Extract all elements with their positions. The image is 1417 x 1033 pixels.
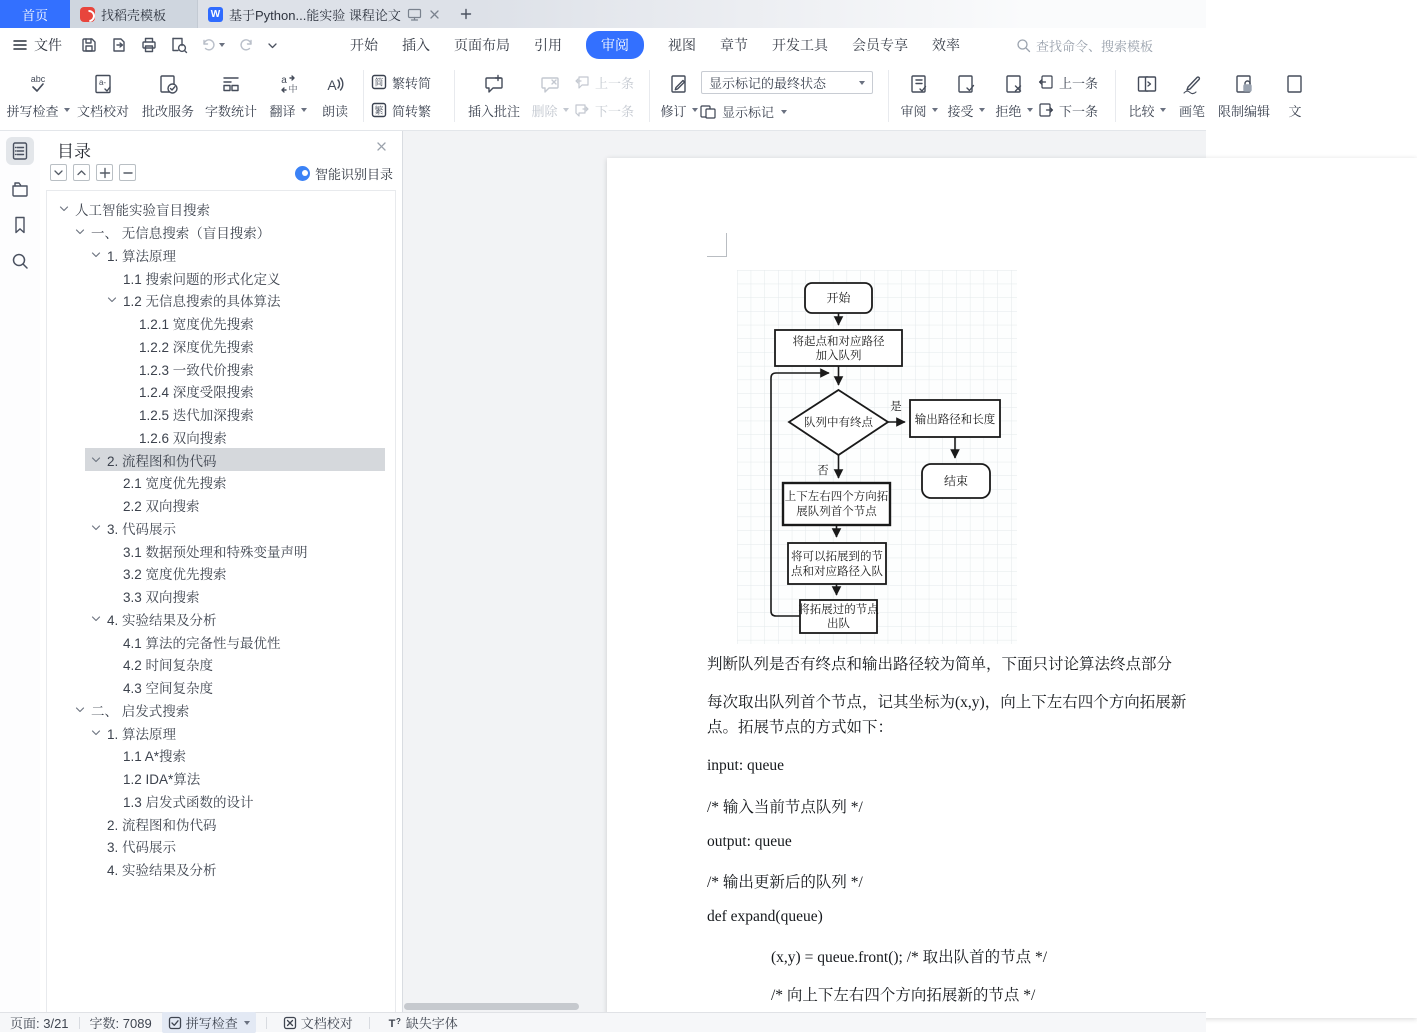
toc-item[interactable]	[47, 699, 395, 722]
svg-text:上下左右四个方向拓: 上下左右四个方向拓	[784, 491, 889, 503]
toc-item-label: 3.2 宽度优先搜索	[123, 567, 227, 583]
doc-proof-button[interactable]: a- 文档校对	[70, 65, 136, 127]
toc-item[interactable]	[47, 289, 395, 312]
read-aloud-button[interactable]: A 朗读	[314, 65, 356, 127]
toc-item-label: 1.3 启发式函数的设计	[123, 794, 254, 810]
toc-item[interactable]	[47, 335, 395, 358]
next-comment-button[interactable]: 下一条	[574, 101, 642, 120]
spell-check-button[interactable]: abc 拼写检查	[6, 65, 70, 127]
chevron-down-icon[interactable]	[91, 455, 107, 465]
svg-text:开始: 开始	[826, 291, 851, 305]
toc-item-label: 3.1 数据预处理和特殊变量声明	[123, 544, 308, 560]
toc-item[interactable]	[47, 403, 395, 426]
svg-text:结束: 结束	[943, 474, 969, 488]
svg-text:将起点和对应路径: 将起点和对应路径	[792, 336, 885, 348]
menu-tab-效率[interactable]: 效率	[932, 37, 960, 53]
compare-button[interactable]: 比较	[1123, 65, 1171, 127]
horizontal-scrollbar[interactable]	[404, 1003, 579, 1010]
window-tab-bar	[0, 0, 1206, 28]
toc-item[interactable]	[47, 517, 395, 540]
menu-tab-章节[interactable]: 章节	[720, 37, 748, 53]
word-count-icon	[220, 73, 242, 95]
document-page[interactable]	[607, 158, 1417, 1018]
prev-comment-button[interactable]: 上一条	[574, 73, 642, 92]
menu-tab-引用[interactable]: 引用	[534, 37, 562, 53]
spell-check-icon	[27, 73, 49, 95]
change-prev-icon	[1038, 74, 1054, 90]
comment-prev-icon	[574, 74, 590, 90]
document-line: /* 输出更新后的队列 */	[707, 874, 863, 891]
flow-no-label: 否	[817, 465, 829, 477]
toc-item-label: 1.2 无信息搜索的具体算法	[123, 294, 281, 310]
review-mode-button[interactable]: 审阅	[896, 65, 942, 127]
chevron-down-icon[interactable]	[91, 250, 107, 260]
review-ribbon	[0, 62, 1302, 131]
document-canvas[interactable]	[403, 131, 1206, 1012]
chevron-down-icon[interactable]	[75, 705, 91, 715]
toc-item-label: 1.2.2 深度优先搜索	[139, 339, 254, 355]
boxed-x-icon	[283, 1016, 297, 1030]
translate-icon	[277, 73, 299, 95]
reject-icon	[1003, 73, 1025, 95]
menu-tab-开始[interactable]: 开始	[350, 37, 378, 53]
correction-service-icon	[157, 73, 179, 95]
toc-item[interactable]	[47, 653, 395, 676]
flowchart-image[interactable]	[737, 270, 1017, 644]
toolbar-more-icon[interactable]	[267, 40, 278, 51]
file-menu-label: 文件	[34, 37, 62, 53]
page-indicator: 页面: 3/21	[10, 1016, 69, 1031]
toc-item[interactable]	[47, 676, 395, 699]
toc-item[interactable]	[47, 494, 395, 517]
toc-item-label: 3. 代码展示	[107, 840, 177, 856]
toc-expand-next-button[interactable]	[50, 164, 67, 181]
simplified-char-icon	[371, 74, 387, 90]
menu-tabs	[350, 31, 960, 59]
chevron-down-icon[interactable]	[107, 295, 123, 305]
tab-home[interactable]	[0, 0, 70, 28]
compare-icon	[1136, 73, 1158, 95]
document-line: input: queue	[707, 757, 785, 774]
toc-panel-title: 目录	[57, 142, 91, 161]
toc-item[interactable]	[47, 244, 395, 267]
flow-step2-node	[783, 483, 890, 525]
document-line: def expand(queue)	[707, 908, 823, 925]
toc-item[interactable]	[47, 448, 395, 471]
toc-panel-icon[interactable]	[6, 137, 34, 165]
toc-collapse-all-button[interactable]	[119, 164, 136, 181]
toc-item-label: 1.2 IDA*算法	[123, 772, 201, 788]
toc-panel	[40, 131, 403, 1012]
side-icon-strip	[0, 131, 40, 1012]
toc-item[interactable]	[47, 812, 395, 835]
svg-text:T: T	[388, 1017, 396, 1030]
svg-text:中: 中	[288, 83, 298, 94]
review-icon	[908, 73, 930, 95]
tab-docer-label: 找稻壳模板	[101, 7, 167, 23]
close-tab-icon[interactable]	[428, 8, 441, 21]
traditional-char-icon	[371, 102, 387, 118]
writer-doc-icon: W	[208, 7, 223, 22]
toc-item[interactable]	[47, 767, 395, 790]
toc-item[interactable]	[47, 608, 395, 631]
toc-item[interactable]	[47, 426, 395, 449]
status-missing-font-button[interactable]: T ? 缺失字体	[380, 1012, 464, 1033]
status-doc-proof-button[interactable]: 文档校对	[277, 1012, 359, 1033]
toc-item-label: 1. 算法原理	[107, 726, 177, 742]
status-spell-check-button[interactable]: 拼写检查	[162, 1012, 256, 1033]
find-icon[interactable]	[6, 247, 34, 275]
simp-to-trad-button[interactable]: 繁 简转繁	[371, 101, 447, 120]
chevron-down-icon[interactable]	[59, 204, 75, 214]
menu-tab-视图[interactable]: 视图	[668, 37, 696, 53]
plus-icon	[460, 8, 472, 20]
toc-item-label: 1.1 搜索问题的形式化定义	[123, 271, 281, 287]
tab-document[interactable]	[198, 0, 446, 28]
toc-collapse-prev-button[interactable]	[73, 164, 90, 181]
show-markup-icon	[701, 104, 717, 120]
command-search[interactable]	[1016, 36, 1153, 55]
svg-text:队列中有终点: 队列中有终点	[804, 417, 873, 429]
delete-comment-button[interactable]: 删除	[526, 65, 574, 127]
next-change-button[interactable]: 下一条	[1038, 101, 1108, 120]
toc-item-label: 一、 无信息搜索（盲目搜索）	[91, 226, 271, 242]
command-search-placeholder: 查找命令、搜索模板	[1036, 38, 1154, 54]
trad-to-simp-button[interactable]: 简 繁转简	[371, 73, 447, 92]
svg-text:简: 简	[374, 77, 384, 88]
toc-item-label: 3.3 双向搜索	[123, 590, 200, 606]
chevron-down-icon[interactable]	[91, 728, 107, 738]
restrict-editing-button[interactable]: 限制编辑	[1213, 65, 1275, 127]
change-next-icon	[1038, 102, 1054, 118]
svg-text:繁: 繁	[374, 105, 384, 116]
menu-bar	[0, 28, 1206, 62]
toc-item[interactable]	[47, 221, 395, 244]
ink-button[interactable]: 画笔	[1171, 65, 1213, 127]
document-line: 判断队列是否有终点和输出路径较为简单，下面只讨论算法终点部分	[707, 656, 1173, 673]
toc-close-icon[interactable]	[375, 140, 388, 153]
toc-item-label: 1.2.1 宽度优先搜索	[139, 317, 254, 333]
toc-item-label: 4.2 时间复杂度	[123, 658, 214, 674]
word-count-indicator: 字数: 7089	[89, 1016, 152, 1031]
brush-icon	[1181, 73, 1203, 95]
document-line: output: queue	[707, 833, 792, 850]
svg-text:a: a	[281, 74, 287, 86]
toc-item[interactable]	[47, 630, 395, 653]
word-count-button[interactable]: 字数统计	[200, 65, 262, 127]
print-icon[interactable]	[140, 36, 158, 54]
toc-item-label: 1.1 A*搜索	[123, 749, 187, 765]
svg-text:点和对应路径入队: 点和对应路径入队	[791, 566, 883, 578]
chevron-down-icon[interactable]	[91, 614, 107, 624]
toc-expand-all-button[interactable]	[96, 164, 113, 181]
doc-proof-icon	[92, 73, 114, 95]
toc-item[interactable]	[47, 266, 395, 289]
toc-item-label: 1.2.6 双向搜索	[139, 430, 227, 446]
document-line: /* 向上下左右四个方向拓展新的节点 */	[771, 987, 1036, 1004]
toc-item[interactable]	[47, 858, 395, 881]
comment-next-icon	[574, 102, 590, 118]
file-menu-button[interactable]	[12, 35, 62, 55]
lock-icon	[1233, 73, 1255, 95]
markup-state-select[interactable]: 显示标记的最终状态	[701, 71, 873, 94]
flow-yes-label: 是	[890, 401, 902, 413]
chapter-nav-icon[interactable]	[6, 175, 34, 203]
show-markup-button[interactable]: 显示标记	[701, 102, 881, 121]
comment-plus-icon	[483, 73, 505, 95]
toc-item-label: 2. 流程图和伪代码	[107, 453, 217, 469]
svg-text:将可以拓展到的节: 将可以拓展到的节	[791, 551, 883, 563]
search-icon	[1016, 38, 1031, 53]
toc-list	[46, 190, 396, 1012]
toc-item[interactable]	[47, 357, 395, 380]
toc-item[interactable]	[47, 835, 395, 858]
svg-text:?: ?	[395, 1016, 401, 1026]
toc-item[interactable]	[47, 198, 395, 221]
toc-item-label: 4.3 空间复杂度	[123, 681, 214, 697]
tab-docer-templates[interactable]	[70, 0, 198, 28]
bookmark-icon[interactable]	[6, 211, 34, 239]
checkbox-check-icon	[168, 1016, 182, 1030]
reject-change-button[interactable]: 拒绝	[990, 65, 1038, 127]
ai-icon	[295, 166, 310, 181]
svg-text:a-: a-	[98, 77, 107, 87]
export-icon[interactable]	[110, 36, 128, 54]
toc-item-label: 2. 流程图和伪代码	[107, 817, 217, 833]
toc-item-label: 1.2.3 一致代价搜索	[139, 362, 254, 378]
toc-item[interactable]	[47, 471, 395, 494]
save-icon[interactable]	[80, 36, 98, 54]
toc-item-label: 1.2.4 深度受限搜索	[139, 385, 254, 401]
toc-item-label: 4. 实验结果及分析	[107, 612, 217, 628]
correction-service-button[interactable]: 批改服务	[136, 65, 200, 127]
accept-icon	[955, 73, 977, 95]
status-bar	[0, 1012, 1206, 1032]
svg-text:abc: abc	[30, 73, 46, 84]
toc-item[interactable]	[47, 380, 395, 403]
toc-item[interactable]	[47, 312, 395, 335]
docer-logo-icon	[80, 7, 95, 22]
margin-corner-mark	[707, 233, 727, 257]
comment-delete-icon	[539, 73, 561, 95]
menu-tab-插入[interactable]: 插入	[402, 37, 430, 53]
chevron-down-icon[interactable]	[75, 227, 91, 237]
prev-change-button[interactable]: 上一条	[1038, 73, 1108, 92]
svg-text:展队列首个节点: 展队列首个节点	[796, 506, 877, 518]
menu-tab-会员专享[interactable]: 会员专享	[852, 37, 908, 53]
document-line: 每次取出队列首个节点，记其坐标为(x,y)，向上下左右四个方向拓展新	[707, 694, 1187, 711]
undo-icon[interactable]	[200, 36, 225, 54]
document-line: (x,y) = queue.front(); /* 取出队首的节点 */	[771, 949, 1048, 966]
svg-text:加入队列: 加入队列	[815, 350, 862, 362]
new-tab-button[interactable]	[446, 0, 486, 28]
track-changes-icon	[668, 73, 690, 95]
tab-document-label: 基于Python...能实验 课程论文	[229, 7, 401, 23]
missing-font-icon	[386, 1016, 402, 1030]
toc-item-label: 2.1 宽度优先搜索	[123, 476, 227, 492]
toc-item[interactable]	[47, 585, 395, 608]
print-preview-icon[interactable]	[170, 36, 188, 54]
toc-item-label: 2.2 双向搜索	[123, 499, 200, 515]
insert-comment-button[interactable]: 插入批注	[462, 65, 526, 127]
toc-item[interactable]	[47, 539, 395, 562]
tab-home-label: 首页	[21, 7, 48, 23]
share-screen-icon[interactable]	[407, 7, 422, 22]
read-aloud-icon	[324, 73, 346, 95]
toc-item-label: 1.2.5 迭代加深搜索	[139, 408, 254, 424]
svg-text:将拓展过的节点: 将拓展过的节点	[798, 604, 879, 616]
track-changes-button[interactable]: 修订	[657, 65, 701, 127]
toc-item[interactable]	[47, 790, 395, 813]
svg-text:A: A	[327, 76, 337, 93]
document-line: /* 输入当前节点队列 */	[707, 799, 863, 816]
hamburger-icon	[12, 38, 28, 52]
accept-change-button[interactable]: 接受	[942, 65, 990, 127]
toc-item-label: 4.1 算法的完备性与最优性	[123, 635, 281, 651]
toc-item-label: 3. 代码展示	[107, 521, 177, 537]
redo-icon[interactable]	[237, 36, 255, 54]
svg-text:输出路径和长度: 输出路径和长度	[914, 414, 996, 426]
menu-tab-页面布局[interactable]: 页面布局	[454, 37, 510, 53]
toc-item-label: 二、 启发式搜索	[91, 703, 190, 719]
smart-toc-label: 智能识别目录	[314, 167, 393, 182]
menu-tab-开发工具[interactable]: 开发工具	[772, 37, 828, 53]
menu-tab-审阅[interactable]: 审阅	[586, 31, 644, 59]
clipped-doc-icon	[1284, 73, 1306, 95]
toc-item-label: 4. 实验结果及分析	[107, 863, 217, 879]
toc-item-label: 人工智能实验盲目搜索	[75, 203, 210, 219]
clipped-ribbon-button[interactable]: 文	[1275, 65, 1315, 127]
svg-text:出队: 出队	[827, 618, 850, 630]
document-line: 点。拓展节点的方式如下：	[707, 719, 894, 736]
chevron-down-icon[interactable]	[91, 523, 107, 533]
smart-toc-button[interactable]	[295, 164, 393, 183]
toc-item[interactable]	[47, 562, 395, 585]
toc-item[interactable]	[47, 721, 395, 744]
toc-item[interactable]	[47, 744, 395, 767]
toc-item-label: 1. 算法原理	[107, 248, 177, 264]
translate-button[interactable]: a 中 翻译	[262, 65, 314, 127]
